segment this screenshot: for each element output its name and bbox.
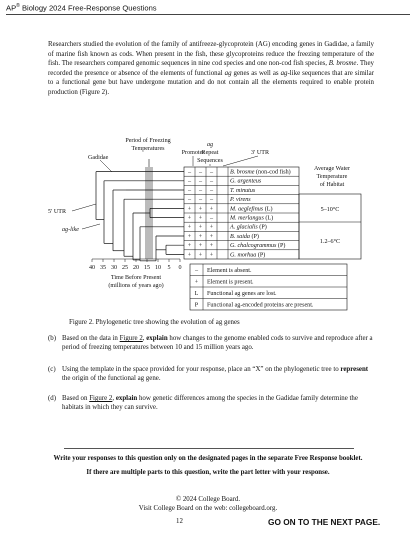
- intro-ag-1: ag: [224, 69, 232, 77]
- col-repeat-1: ag: [206, 142, 214, 148]
- element-mark: +: [209, 224, 214, 231]
- species-name: T. minutus: [230, 187, 256, 194]
- species-label: [230, 242, 285, 249]
- utr5-label: 5′ UTR: [48, 209, 67, 215]
- element-mark: +: [209, 243, 214, 250]
- species-label: [230, 169, 291, 176]
- gadidae-pointer: [100, 160, 112, 172]
- key-symbol: –: [194, 268, 199, 274]
- go-on-next-page: GO ON TO THE NEXT PAGE.: [268, 517, 381, 527]
- temp-cold: 1.2–6°C: [319, 239, 341, 245]
- phylogenetic-tree: [96, 172, 184, 261]
- species-name: M. aeglefinus: [230, 206, 264, 213]
- question-b-post: how changes to the genome enabled cods to survive and reproduce after a period of freezing temperatures between 10 and 15 million years ago.: [62, 335, 373, 352]
- caption-text: Figure 2. Phylogenetic tree showing the evolution of ag genes: [69, 319, 240, 326]
- intro-text-4: -like sequences that are similar to a functional gene but have undergone mutation and do not contain all the elements required to enable protein production (Figure 2).: [48, 69, 374, 96]
- element-mark: +: [198, 224, 203, 231]
- key-text: Functional ag genes are lost.: [207, 291, 277, 297]
- species-label: [230, 251, 265, 258]
- element-mark: +: [187, 224, 192, 231]
- temperature-frame: [299, 194, 361, 259]
- species-name: B. brosme: [230, 169, 255, 176]
- species-label: [229, 205, 272, 212]
- intro-text-3: genes as well as: [231, 69, 281, 77]
- col-repeat-3: Sequences: [197, 158, 223, 164]
- element-mark: +: [187, 206, 192, 213]
- key-text: Element is present.: [207, 279, 254, 286]
- axis-tick-label: 20: [132, 265, 140, 271]
- element-mark: +: [198, 252, 203, 259]
- axis-tick-label: 40: [88, 265, 96, 271]
- question-c-verb: represent: [340, 366, 369, 373]
- registered-mark: ®: [16, 3, 20, 9]
- footer-visit: Visit College Board on the web: collegeboard.org.: [138, 505, 278, 512]
- element-mark: –: [187, 197, 192, 204]
- question-d-label: (d): [48, 395, 57, 402]
- avg-temp-2: Temperature: [316, 174, 348, 180]
- species-name: G. morhua: [230, 252, 257, 259]
- aglike-label: ag-like: [62, 227, 79, 233]
- species-label: [229, 224, 267, 231]
- axis-tick-label: 15: [143, 265, 151, 271]
- time-axis-ticks: [89, 259, 182, 271]
- question-b-label: (b): [48, 335, 57, 342]
- element-mark: –: [209, 178, 214, 185]
- species-label: [230, 179, 262, 185]
- species-name: G. argenteus: [230, 178, 262, 185]
- avg-temp-1: Average Water: [314, 166, 350, 172]
- footer-copyright: © 2024 College Board.: [175, 496, 241, 503]
- element-mark: +: [187, 252, 192, 259]
- species-name: A. glacialis: [230, 224, 258, 231]
- question-c-post: the origin of the functional ag gene.: [62, 375, 161, 383]
- element-mark: –: [209, 197, 214, 204]
- question-d-pre: Based on: [62, 395, 90, 402]
- question-d-verb: explain: [115, 395, 138, 402]
- element-mark: +: [198, 243, 203, 250]
- element-mark: +: [198, 215, 203, 222]
- element-mark: –: [209, 169, 214, 176]
- axis-tick-label: 0: [178, 265, 182, 271]
- element-mark: –: [187, 178, 192, 185]
- instruction-line-2: If there are multiple parts to this question, write the part letter with your response.: [86, 469, 330, 476]
- element-mark: –: [198, 187, 203, 194]
- question-d-ref: Figure 2: [89, 395, 113, 402]
- element-mark: +: [187, 215, 192, 222]
- intro-species: B. brosme: [328, 60, 357, 68]
- axis-label-2: (millions of years ago): [108, 283, 164, 289]
- intro-text-2: . They recorded the presence or absence of the elements of functional: [48, 60, 374, 77]
- element-mark: –: [198, 197, 203, 204]
- element-mark: +: [198, 233, 203, 240]
- species-note: (P): [256, 252, 266, 259]
- species-label: [230, 233, 259, 240]
- questions-rule: [64, 448, 354, 449]
- species-note: (L): [263, 215, 274, 222]
- species-note: (P): [276, 243, 286, 250]
- element-mark: +: [209, 233, 214, 240]
- species-label: [230, 188, 256, 194]
- key-text: Functional ag-encoded proteins are present.: [207, 302, 314, 309]
- element-mark: –: [198, 169, 203, 176]
- species-note: (L): [263, 206, 273, 213]
- axis-label-1: Time Before Present: [110, 275, 162, 281]
- question-b-pre: Based on the data in: [62, 335, 120, 342]
- figure-caption: [69, 319, 240, 326]
- aglike-pointer: [82, 224, 100, 229]
- axis-tick-label: 30: [110, 265, 118, 271]
- ap-mark: AP: [6, 3, 17, 13]
- question-b-verb: explain: [146, 335, 168, 342]
- intro-ag-2: ag: [280, 69, 288, 77]
- question-d: [48, 394, 374, 412]
- instruction-line-1: Write your responses to this question only on the designated pages in the separate Free Response booklet.: [53, 455, 363, 462]
- element-mark: –: [187, 187, 192, 194]
- avg-temp-3: of Habitat: [319, 182, 345, 188]
- axis-tick-label: 25: [121, 265, 129, 271]
- key-symbol: +: [194, 279, 199, 286]
- key-table: [190, 268, 347, 309]
- gadidae-label: Gadidae: [88, 155, 109, 161]
- intro-text-1: Researchers studied the evolution of the family of antifreeze-glycoprotein (AG) encoding genes in Gadidae, a family of marine fish known as cods. When present in the fish, these glycoproteins reduce the freezing temperature of the fish. The researchers compared genomic sequences in nine cod species and one non-cod fish species,: [48, 41, 374, 68]
- species-name: P. virens: [230, 197, 251, 204]
- element-mark: +: [209, 252, 214, 259]
- col-utr3: 3′ UTR: [250, 150, 270, 156]
- species-name: M. merlangus: [230, 215, 264, 222]
- utr5-pointer: [72, 204, 96, 211]
- period-label-2: Temperatures: [131, 146, 165, 152]
- species-rows: [187, 169, 291, 259]
- element-mark: –: [209, 187, 214, 194]
- question-d-post: how genetic differences among the species in the Gadidae family determine the habitats in which they can survive.: [62, 395, 358, 412]
- temp-warm: 5–10°C: [320, 207, 340, 213]
- key-text: Element is absent.: [207, 268, 252, 274]
- page-number: 12: [176, 518, 183, 525]
- question-b-mid: ,: [142, 335, 147, 342]
- element-mark: –: [209, 215, 214, 222]
- species-label: [229, 215, 273, 222]
- species-name: G. chalcogrammus: [230, 243, 277, 250]
- key-symbol: P: [194, 302, 199, 309]
- axis-tick-label: 5: [167, 265, 171, 271]
- question-c: [48, 365, 374, 383]
- species-name: B. saida: [230, 233, 250, 240]
- col-promoter: Promoter: [181, 150, 205, 156]
- utr3-pointer: [223, 156, 258, 166]
- header-title: Biology 2024 Free-Response Questions: [19, 3, 157, 13]
- axis-tick-label: 10: [154, 265, 162, 271]
- element-mark: –: [187, 169, 192, 176]
- col-repeat-2: Repeat: [201, 150, 219, 156]
- element-mark: –: [198, 178, 203, 185]
- element-mark: +: [209, 206, 214, 213]
- period-label-1: Period of Freezing: [125, 138, 171, 144]
- species-label: [229, 197, 251, 203]
- question-d-mid: ,: [112, 395, 116, 402]
- question-b: [48, 334, 374, 352]
- question-c-label: (c): [48, 366, 56, 373]
- species-note: (non-cod fish): [254, 169, 291, 176]
- key-symbol: L: [194, 291, 199, 297]
- species-note: (P): [257, 224, 267, 231]
- element-mark: +: [198, 206, 203, 213]
- question-c-pre: Using the template in the space provided for your response, place an “X” on the phylogenetic tree to: [62, 366, 341, 373]
- element-mark: +: [187, 233, 192, 240]
- element-mark: +: [187, 243, 192, 250]
- question-b-ref: Figure 2: [119, 335, 143, 342]
- axis-tick-label: 35: [99, 265, 107, 271]
- species-note: (P): [249, 233, 259, 240]
